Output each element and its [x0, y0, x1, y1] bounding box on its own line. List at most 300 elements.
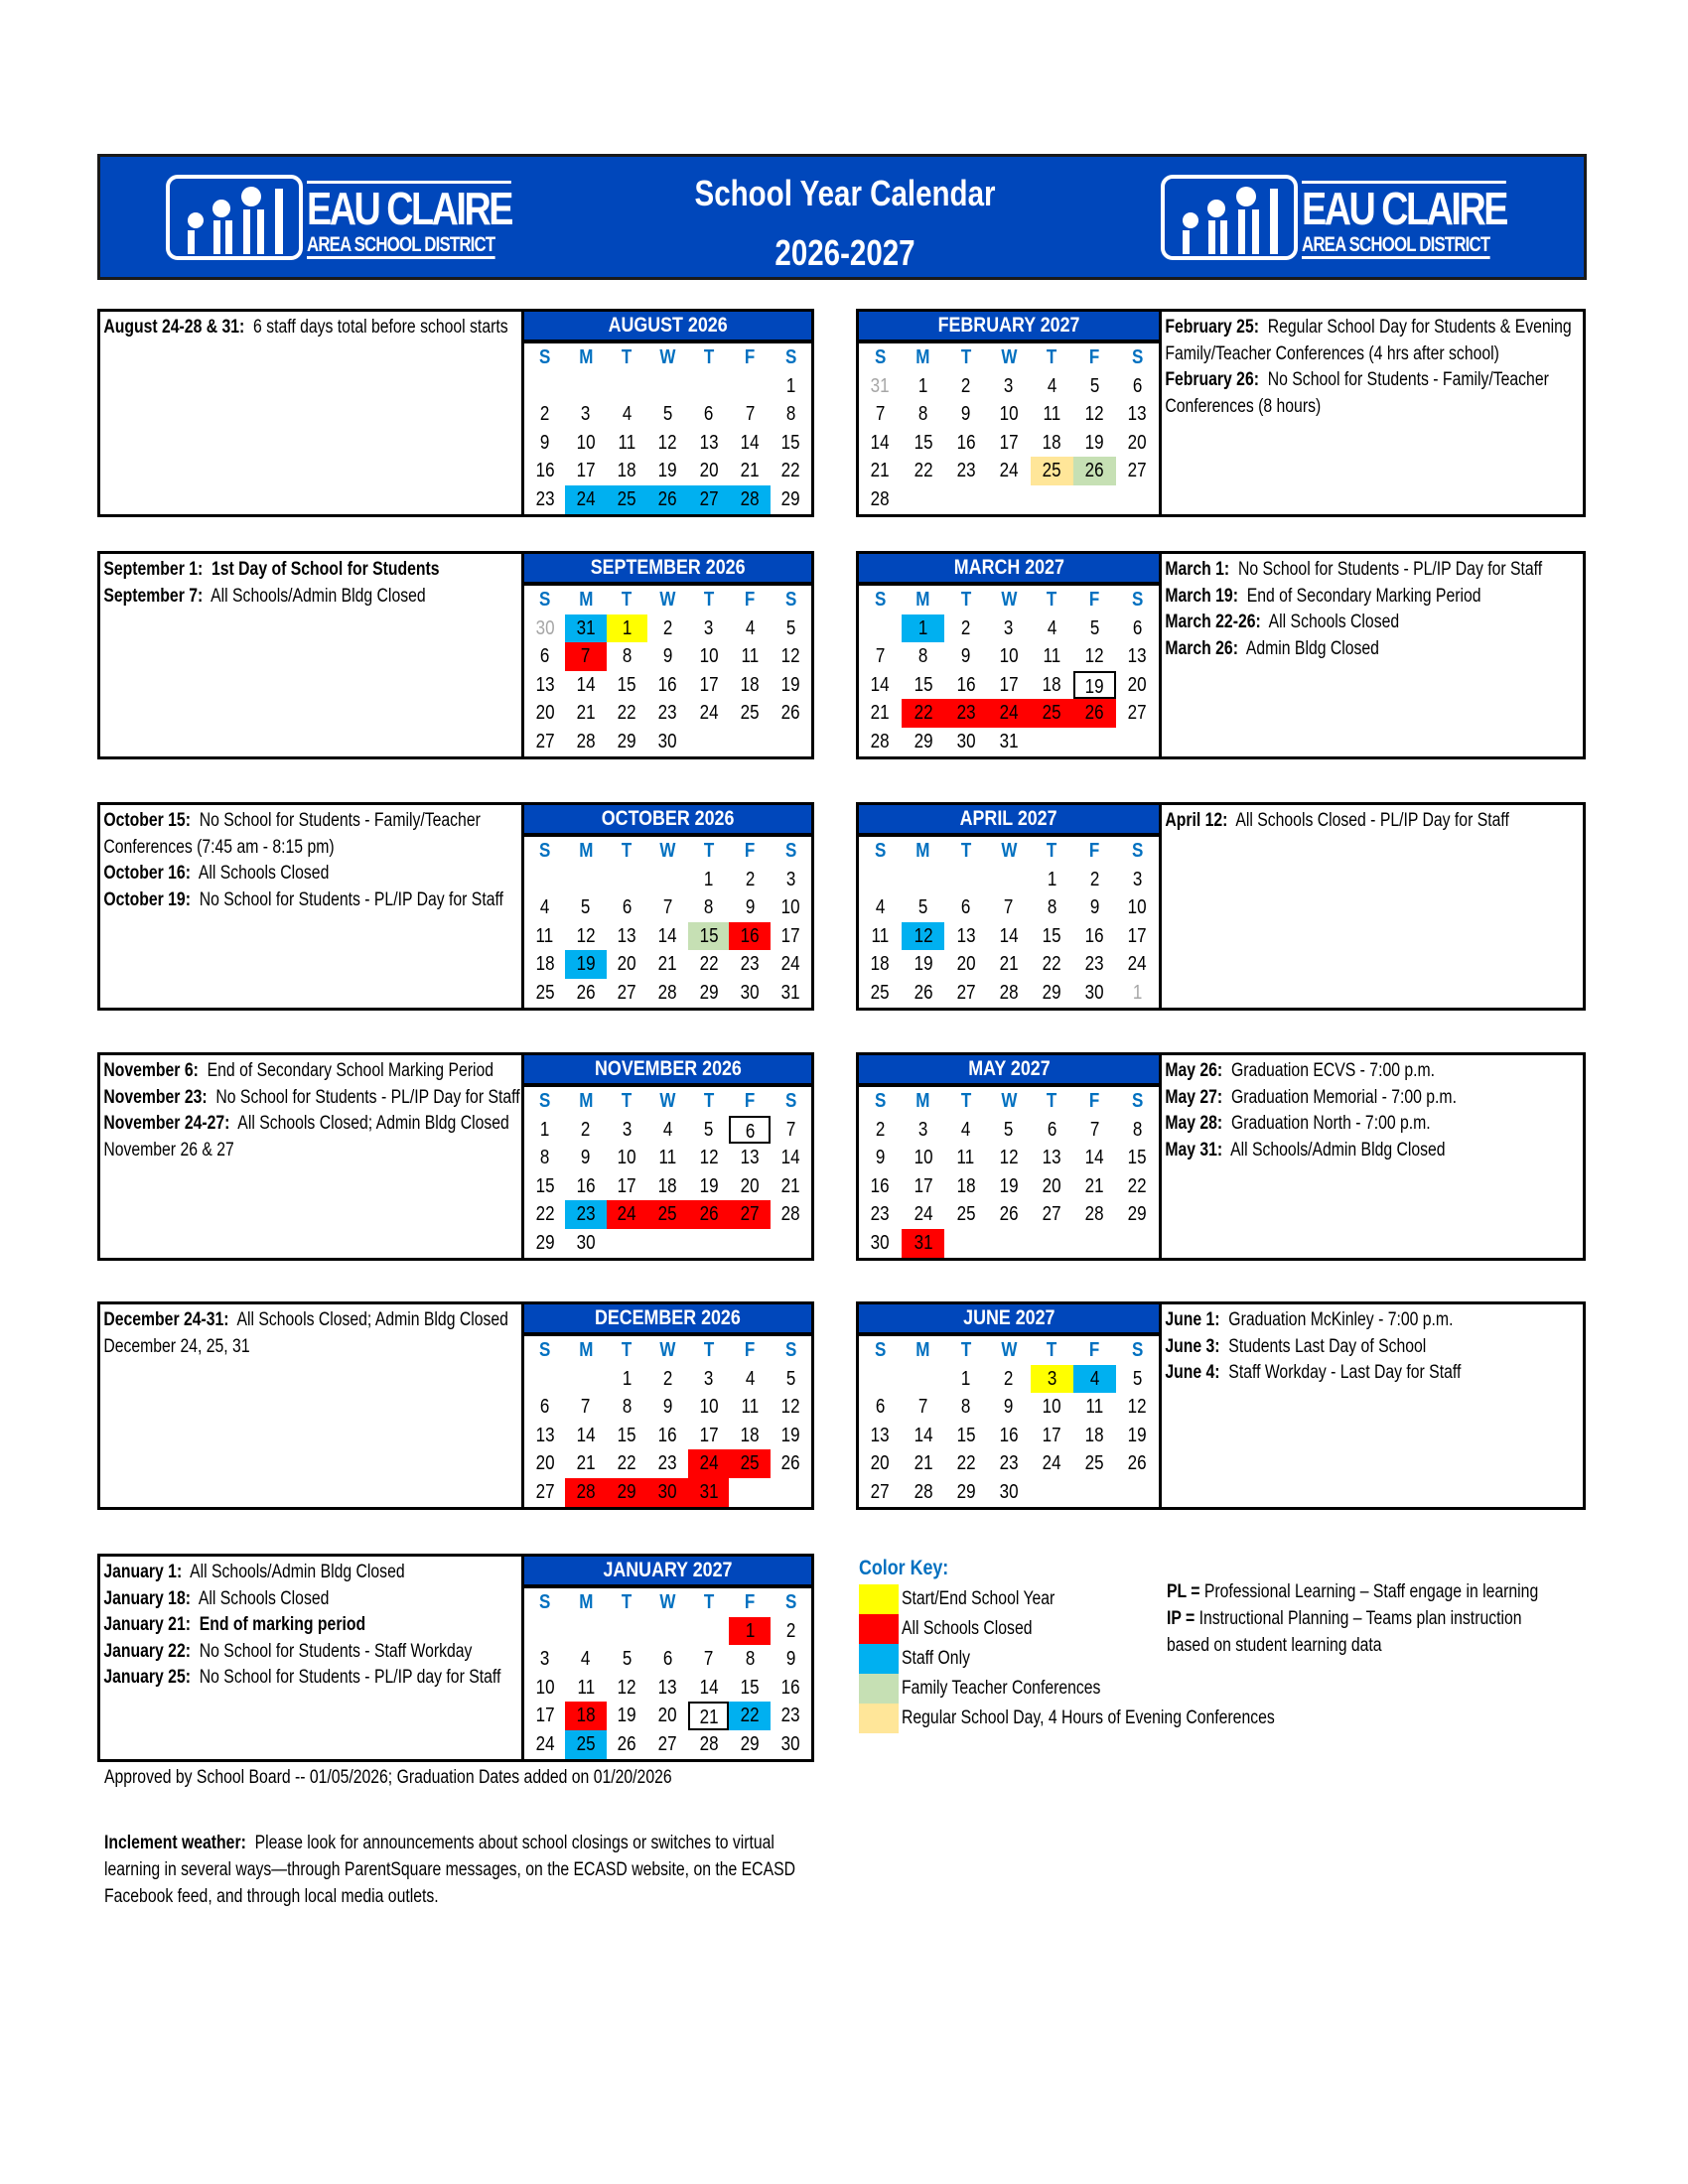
- day-cell: 28: [999, 981, 1019, 1004]
- weekday-header: S: [784, 589, 797, 611]
- month-block-dec: [97, 1301, 814, 1510]
- day-cell: 24: [688, 1449, 729, 1478]
- weekday-header: F: [744, 840, 756, 862]
- day-cell: 2: [961, 374, 971, 397]
- note-text: Graduation Memorial - 7:00 p.m.: [1230, 1086, 1457, 1108]
- note-item: [1165, 315, 1583, 367]
- day-cell: 29: [535, 1231, 555, 1254]
- day-cell: 17: [1042, 1424, 1061, 1446]
- weekday-header: F: [744, 589, 756, 611]
- empty-cell: [524, 1617, 565, 1646]
- day-cell: 4: [961, 1118, 971, 1141]
- note-item: [1165, 1307, 1583, 1334]
- day-cell: 30: [1084, 981, 1104, 1004]
- day-cell: 2: [539, 403, 550, 426]
- day-cell: 26: [576, 981, 596, 1004]
- note-date: June 4:: [1165, 1362, 1220, 1383]
- day-cell: 2: [1004, 1367, 1014, 1390]
- day-cell: 12: [699, 1147, 719, 1169]
- note-text: 1st Day of School for Students: [211, 559, 440, 580]
- note-text: All Schools/Admin Bldg Closed: [211, 585, 426, 607]
- day-cell: 15: [1127, 1147, 1147, 1169]
- day-cell: 24: [699, 702, 719, 725]
- day-cell: 25: [740, 702, 760, 725]
- note-text: End of marking period: [199, 1614, 366, 1635]
- weekday-header: S: [784, 1591, 797, 1613]
- note-text: Staff Workday - Last Day for Staff: [1228, 1362, 1462, 1383]
- day-cell: 12: [999, 1147, 1019, 1169]
- day-cell: 30: [999, 1480, 1019, 1503]
- day-cell: 12: [658, 431, 677, 454]
- day-cell: 27: [1127, 702, 1147, 725]
- weekday-header: M: [578, 1090, 593, 1112]
- day-cell: 19: [780, 1424, 800, 1446]
- note-item: [1165, 1138, 1583, 1164]
- day-cell: 6: [704, 403, 714, 426]
- day-cell: 10: [617, 1147, 636, 1169]
- day-cell: 1: [917, 374, 928, 397]
- month-block-apr: [856, 802, 1586, 1011]
- day-cell: 1: [729, 1617, 770, 1646]
- empty-cell: [771, 728, 811, 756]
- weekday-header: T: [703, 346, 714, 368]
- empty-cell: [565, 866, 606, 894]
- note-date: August 24-28 & 31:: [103, 317, 245, 338]
- empty-cell: [1031, 728, 1073, 756]
- weekday-header: T: [622, 346, 633, 368]
- empty-cell: [688, 728, 729, 756]
- note-item: [1165, 636, 1583, 663]
- day-cell: 9: [745, 896, 755, 919]
- day-cell: 26: [647, 485, 688, 514]
- day-cell: 19: [1084, 431, 1104, 454]
- day-cell: 29: [617, 730, 636, 752]
- day-cell: 9: [961, 403, 971, 426]
- day-cell: 7: [745, 403, 755, 426]
- note-date: January 21:: [103, 1614, 191, 1635]
- day-cell: 12: [902, 922, 944, 951]
- day-cell: 5: [1089, 374, 1099, 397]
- day-cell: 6: [875, 1396, 886, 1419]
- weekday-header: T: [703, 589, 714, 611]
- day-cell: 5: [704, 1118, 714, 1141]
- day-cell: 17: [1127, 924, 1147, 947]
- month-notes: [1159, 312, 1583, 514]
- empty-cell: [944, 866, 987, 894]
- empty-cell: [1116, 1229, 1159, 1258]
- day-cell: 21: [871, 460, 891, 482]
- month-calendar: [859, 805, 1159, 1008]
- day-cell: 2: [581, 1118, 591, 1141]
- day-cell: 22: [617, 1452, 636, 1475]
- day-cell: 19: [699, 1174, 719, 1197]
- empty-cell: [688, 1617, 729, 1646]
- note-text: No School for Students - Staff Workday: [199, 1640, 473, 1662]
- inclement-weather-note: [104, 1830, 800, 1910]
- month-notes: [100, 805, 524, 1008]
- note-item: [103, 1612, 523, 1639]
- day-cell: 23: [1084, 953, 1104, 976]
- note-text: No School for Students - PL/IP Day for Staff: [215, 1086, 520, 1108]
- empty-cell: [688, 372, 729, 401]
- color-swatch: [859, 1704, 899, 1733]
- day-cell: 21: [914, 1452, 933, 1475]
- day-cell: 1: [622, 1367, 632, 1390]
- day-cell: 13: [617, 924, 636, 947]
- day-cell: 25: [1084, 1452, 1104, 1475]
- note-date: September 7:: [103, 585, 204, 607]
- day-cell: 25: [729, 1449, 770, 1478]
- note-text: Students Last Day of School: [1228, 1335, 1427, 1357]
- empty-cell: [607, 372, 647, 401]
- approval-note: Approved by School Board -- 01/05/2026; Graduation Dates added on 01/20/2026: [104, 1767, 672, 1788]
- day-cell: 3: [917, 1118, 928, 1141]
- day-cell: 23: [658, 702, 677, 725]
- weekday-header: T: [960, 1339, 972, 1361]
- day-cell: 27: [535, 1480, 555, 1503]
- day-cell: 10: [535, 1676, 555, 1699]
- day-cell: 8: [917, 645, 928, 668]
- day-cell: 18: [740, 673, 760, 696]
- day-cell: 10: [1042, 1396, 1061, 1419]
- note-item: [103, 1560, 523, 1586]
- month-title: APRIL 2027: [859, 805, 1159, 837]
- day-cell: 23: [999, 1452, 1019, 1475]
- day-cell: 26: [914, 981, 933, 1004]
- note-item: [103, 1085, 523, 1112]
- day-cell: 24: [999, 460, 1019, 482]
- empty-cell: [524, 866, 565, 894]
- day-cell: 9: [662, 1396, 673, 1419]
- day-cell: 10: [1127, 896, 1147, 919]
- day-cell: 4: [539, 896, 550, 919]
- weekday-header: F: [1089, 1339, 1100, 1361]
- day-cell: 4: [745, 616, 755, 639]
- weekday-header: S: [784, 840, 797, 862]
- day-cell: 5: [1132, 1367, 1143, 1390]
- day-cell: 25: [647, 1200, 688, 1229]
- logo-subtext: AREA SCHOOL DISTRICT: [1302, 234, 1489, 259]
- day-cell: 24: [1042, 1452, 1061, 1475]
- day-cell: 26: [1073, 699, 1116, 728]
- day-cell: 22: [535, 1203, 555, 1226]
- weekday-header: W: [1000, 1090, 1018, 1112]
- day-cell: 21: [658, 953, 677, 976]
- day-cell: 25: [535, 981, 555, 1004]
- month-notes: [1159, 1304, 1583, 1507]
- weekday-header: W: [1000, 840, 1018, 862]
- empty-cell: [729, 1229, 770, 1258]
- day-cell: 6: [662, 1648, 673, 1671]
- day-cell: 19: [1127, 1424, 1147, 1446]
- day-cell: 31: [688, 1478, 729, 1507]
- day-cell: 24: [780, 953, 800, 976]
- note-text: All Schools Closed; Admin Bldg Closed December 24, 25, 31: [103, 1309, 508, 1357]
- month-block-feb: [856, 309, 1586, 517]
- day-cell: 18: [740, 1424, 760, 1446]
- empty-cell: [771, 1229, 811, 1258]
- day-cell: 20: [740, 1174, 760, 1197]
- day-cell: 25: [565, 1730, 606, 1759]
- month-calendar: [524, 805, 811, 1008]
- month-calendar: [524, 554, 811, 756]
- day-cell: 10: [780, 896, 800, 919]
- month-calendar: [524, 312, 811, 514]
- note-date: June 1:: [1165, 1309, 1220, 1330]
- day-cell: 6: [961, 896, 971, 919]
- day-cell: 9: [961, 645, 971, 668]
- month-calendar: [524, 1304, 811, 1507]
- note-text: Admin Bldg Closed: [1245, 637, 1379, 659]
- day-cell: 19: [999, 1174, 1019, 1197]
- weekday-header: S: [1131, 840, 1144, 862]
- day-cell: 5: [622, 1648, 632, 1671]
- day-cell: 19: [658, 460, 677, 482]
- empty-cell: [1116, 485, 1159, 514]
- school-year: 2026-2027: [774, 232, 915, 273]
- day-cell: 6: [1132, 374, 1143, 397]
- day-cell: 13: [535, 673, 555, 696]
- weekday-header: M: [578, 840, 593, 862]
- weekday-header: S: [784, 1339, 797, 1361]
- calendar-header: [97, 154, 1587, 280]
- day-cell: 15: [535, 1174, 555, 1197]
- weekday-header: T: [622, 589, 633, 611]
- day-cell: 14: [699, 1676, 719, 1699]
- weekday-header: T: [622, 1591, 633, 1613]
- weekday-header: S: [1131, 1339, 1144, 1361]
- day-cell: 6: [729, 1116, 770, 1145]
- empty-cell: [565, 1617, 606, 1646]
- day-cell: 21: [740, 460, 760, 482]
- note-date: January 18:: [103, 1587, 191, 1609]
- day-cell: 9: [662, 645, 673, 668]
- day-cell: 28: [1084, 1203, 1104, 1226]
- weekday-header: T: [622, 840, 633, 862]
- day-cell: 25: [1031, 699, 1073, 728]
- note-text: No School for Students - Family/Teacher Conferences (7:45 am - 8:15 pm): [103, 810, 481, 858]
- note-date: April 12:: [1165, 810, 1228, 831]
- weekday-header: T: [1046, 1090, 1057, 1112]
- weekday-header: M: [578, 346, 593, 368]
- day-cell: 3: [704, 1367, 714, 1390]
- empty-cell: [524, 372, 565, 401]
- day-cell: 25: [871, 981, 891, 1004]
- day-cell: 11: [741, 1396, 759, 1419]
- month-calendar: [859, 312, 1159, 514]
- day-cell: 21: [576, 1452, 596, 1475]
- day-cell: 3: [1031, 1365, 1073, 1394]
- abbreviations: [1167, 1578, 1562, 1659]
- day-cell: 4: [1047, 374, 1056, 397]
- weekday-header: W: [659, 1090, 676, 1112]
- day-cell: 24: [1127, 953, 1147, 976]
- day-cell: 7: [875, 645, 886, 668]
- day-cell: 3: [539, 1648, 550, 1671]
- note-text: End of Secondary Marking Period: [1246, 585, 1481, 607]
- district-logo-right: [1161, 175, 1528, 260]
- weekday-header: T: [960, 840, 972, 862]
- day-cell: 8: [539, 1147, 550, 1169]
- day-cell: 31: [780, 981, 800, 1004]
- district-logo-left: [166, 175, 533, 260]
- note-item: [1165, 1111, 1583, 1138]
- day-cell: 4: [1073, 1365, 1116, 1394]
- weekday-header: T: [1046, 346, 1057, 368]
- day-cell: 16: [658, 673, 677, 696]
- empty-cell: [944, 485, 987, 514]
- day-cell: 11: [1085, 1396, 1104, 1419]
- weekday-header: T: [703, 1090, 714, 1112]
- day-cell: 11: [577, 1676, 595, 1699]
- note-date: May 31:: [1165, 1139, 1223, 1160]
- day-cell: 9: [1089, 896, 1099, 919]
- day-cell: 20: [617, 953, 636, 976]
- day-cell: 28: [699, 1732, 719, 1755]
- note-item: [1165, 1334, 1583, 1361]
- note-date: January 1:: [103, 1562, 183, 1582]
- month-block-sep: [97, 551, 814, 759]
- day-cell: 13: [699, 431, 719, 454]
- weekday-header: F: [1089, 346, 1100, 368]
- note-text: Graduation ECVS - 7:00 p.m.: [1230, 1060, 1436, 1081]
- weekday-header: S: [784, 1090, 797, 1112]
- day-cell: 23: [565, 1200, 606, 1229]
- empty-cell: [1031, 1229, 1073, 1258]
- day-cell: 3: [581, 403, 591, 426]
- day-cell: 31: [871, 374, 891, 397]
- day-cell: 26: [1127, 1452, 1147, 1475]
- note-item: [1165, 557, 1583, 584]
- logo-text: EAU CLAIRE: [1302, 183, 1506, 234]
- day-cell: 9: [785, 1648, 796, 1671]
- day-cell: 6: [539, 645, 550, 668]
- month-block-aug: [97, 309, 814, 517]
- day-cell: 25: [607, 485, 647, 514]
- empty-cell: [1073, 1478, 1116, 1507]
- day-cell: 15: [914, 673, 933, 696]
- color-key-label: Start/End School Year: [902, 1588, 1055, 1609]
- color-key-label: Staff Only: [902, 1648, 970, 1669]
- day-cell: 28: [871, 730, 891, 752]
- day-cell: 20: [699, 460, 719, 482]
- month-notes: [100, 554, 524, 756]
- weekday-header: S: [538, 1339, 551, 1361]
- empty-cell: [607, 1229, 647, 1258]
- day-cell: 10: [914, 1147, 933, 1169]
- day-cell: 16: [956, 431, 976, 454]
- note-text: Graduation McKinley - 7:00 p.m.: [1228, 1309, 1454, 1330]
- month-notes: [1159, 805, 1583, 1008]
- day-cell: 28: [729, 485, 770, 514]
- weekday-header: M: [578, 1339, 593, 1361]
- day-cell: 16: [999, 1424, 1019, 1446]
- day-cell: 14: [576, 1424, 596, 1446]
- day-cell: 3: [622, 1118, 632, 1141]
- note-date: May 28:: [1165, 1113, 1223, 1134]
- note-item: [103, 584, 523, 611]
- weekday-header: W: [659, 1591, 676, 1613]
- weekday-header: S: [1131, 346, 1144, 368]
- color-key-label: Regular School Day, 4 Hours of Evening Conferences: [902, 1707, 1275, 1728]
- weekday-header: F: [744, 346, 756, 368]
- day-cell: 13: [740, 1147, 760, 1169]
- day-cell: 30: [780, 1732, 800, 1755]
- weekday-header: S: [874, 346, 887, 368]
- day-cell: 24: [565, 485, 606, 514]
- day-cell: 5: [581, 896, 591, 919]
- day-cell: 21: [688, 1702, 729, 1730]
- note-item: [103, 861, 523, 887]
- day-cell: 19: [617, 1705, 636, 1727]
- day-cell: 9: [581, 1147, 591, 1169]
- empty-cell: [1031, 485, 1073, 514]
- day-cell: 20: [535, 1452, 555, 1475]
- note-text: All Schools Closed: [198, 1587, 330, 1609]
- day-cell: 28: [576, 730, 596, 752]
- day-cell: 26: [688, 1200, 729, 1229]
- empty-cell: [565, 1365, 606, 1394]
- empty-cell: [771, 1478, 811, 1507]
- month-title: OCTOBER 2026: [524, 805, 811, 837]
- day-cell: 14: [871, 673, 891, 696]
- month-title: MARCH 2027: [859, 554, 1159, 586]
- weekday-header: T: [1046, 840, 1057, 862]
- day-cell: 26: [999, 1203, 1019, 1226]
- day-cell: 7: [662, 896, 673, 919]
- note-date: November 24-27:: [103, 1113, 230, 1134]
- weekday-header: W: [1000, 346, 1018, 368]
- day-cell: 26: [1073, 457, 1116, 485]
- month-calendar: [859, 1055, 1159, 1258]
- note-text: No School for Students - Family/Teacher Conferences (8 hours): [1165, 369, 1549, 417]
- day-cell: 22: [1042, 953, 1061, 976]
- day-cell: 6: [622, 896, 632, 919]
- note-date: March 19:: [1165, 585, 1238, 607]
- month-title: NOVEMBER 2026: [524, 1055, 811, 1087]
- day-cell: 1: [961, 1367, 971, 1390]
- empty-cell: [1073, 485, 1116, 514]
- logo-subtext: AREA SCHOOL DISTRICT: [307, 234, 494, 259]
- note-date: March 1:: [1165, 559, 1230, 580]
- day-cell: 16: [1084, 924, 1104, 947]
- note-item: [103, 1639, 523, 1666]
- day-cell: 5: [785, 1367, 796, 1390]
- day-cell: 17: [914, 1174, 933, 1197]
- day-cell: 11: [1043, 403, 1060, 426]
- month-title: DECEMBER 2026: [524, 1304, 811, 1336]
- day-cell: 11: [1043, 645, 1060, 668]
- day-cell: 2: [961, 616, 971, 639]
- day-cell: 5: [1089, 616, 1099, 639]
- note-item: [103, 887, 523, 914]
- day-cell: 23: [658, 1452, 677, 1475]
- day-cell: 22: [902, 699, 944, 728]
- day-cell: 8: [745, 1648, 755, 1671]
- day-cell: 1: [539, 1118, 550, 1141]
- note-date: February 26:: [1165, 369, 1259, 390]
- month-block-mar: [856, 551, 1586, 759]
- day-cell: 14: [1084, 1147, 1104, 1169]
- weekday-header: S: [874, 1090, 887, 1112]
- empty-cell: [1073, 1229, 1116, 1258]
- day-cell: 16: [535, 460, 555, 482]
- empty-cell: [524, 1365, 565, 1394]
- color-key-item: [859, 1704, 1594, 1733]
- day-cell: 31: [999, 730, 1019, 752]
- day-cell: 18: [1084, 1424, 1104, 1446]
- page-title: School Year Calendar: [694, 173, 996, 213]
